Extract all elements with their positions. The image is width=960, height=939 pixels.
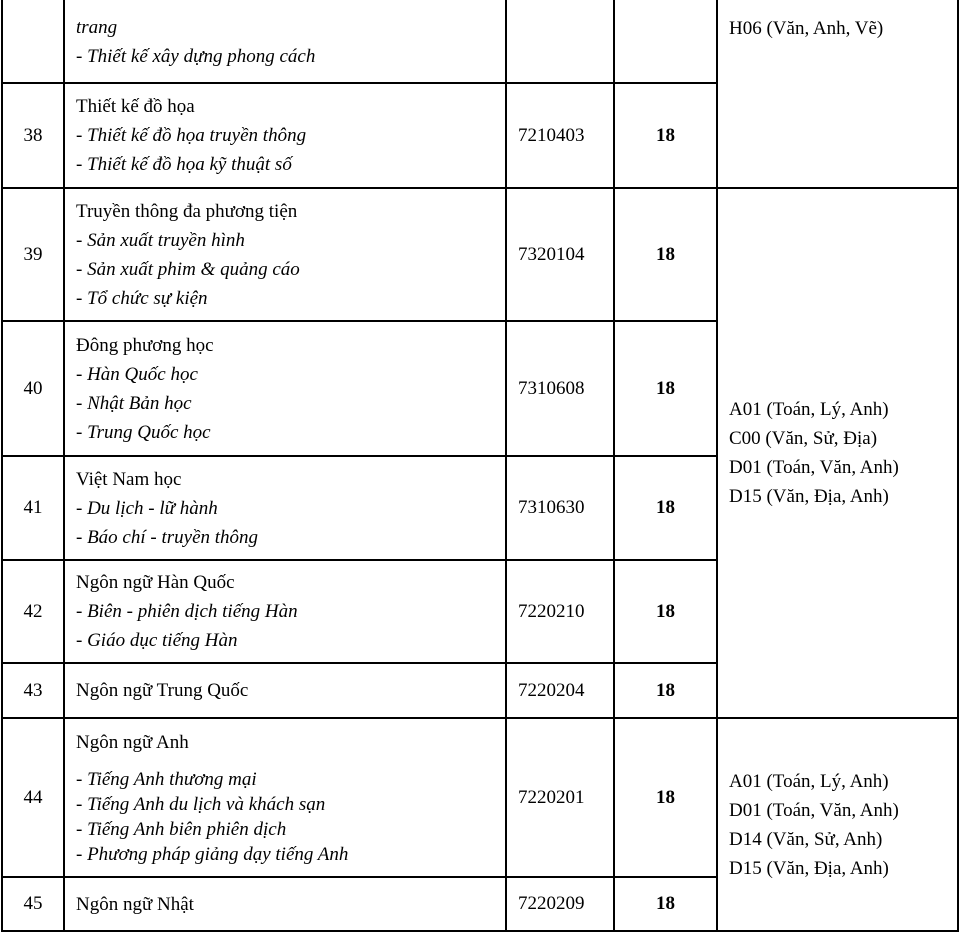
subject-combination-cell — [717, 188, 958, 718]
row-number: 43 — [23, 679, 43, 701]
program-name-cell — [64, 321, 506, 456]
program-name-cell — [64, 188, 506, 321]
program-specialization: - Hàn Quốc học — [76, 364, 198, 385]
program-name-cell — [64, 83, 506, 188]
grid-line-vertical — [957, 0, 959, 932]
minimum-score: 18 — [656, 786, 675, 808]
row-number: 40 — [23, 377, 43, 399]
program-specialization: - Thiết kế đồ họa truyền thông — [76, 125, 307, 146]
program-specialization: - Tiếng Anh biên phiên dịch — [76, 819, 287, 840]
program-code: 7320104 — [518, 243, 585, 265]
program-title: Ngôn ngữ Anh — [76, 732, 189, 753]
grid-line-vertical — [1, 0, 3, 932]
minimum-score: 18 — [656, 124, 675, 146]
grid-line-vertical — [505, 0, 507, 932]
minimum-score: 18 — [656, 377, 675, 399]
program-code: 7310608 — [518, 377, 585, 399]
row-number — [2, 0, 64, 83]
program-specialization: - Tiếng Anh du lịch và khách sạn — [76, 794, 326, 815]
grid-line-horizontal — [2, 930, 718, 932]
program-specialization: - Tổ chức sự kiện — [76, 288, 208, 309]
subject-combination: A01 (Toán, Lý, Anh) — [729, 399, 889, 420]
subject-combination: D01 (Toán, Văn, Anh) — [729, 457, 899, 478]
subject-combination: A01 (Toán, Lý, Anh) — [729, 771, 889, 792]
grid-line-horizontal — [717, 187, 959, 189]
program-code: 7220204 — [518, 679, 585, 701]
program-title: Đông phương học — [76, 335, 214, 356]
program-specialization: - Du lịch - lữ hành — [76, 498, 218, 519]
row-number: 38 — [23, 124, 43, 146]
grid-line-vertical — [613, 0, 615, 932]
minimum-score: 18 — [656, 893, 675, 914]
grid-line-horizontal — [2, 82, 718, 84]
program-specialization: - Sản xuất truyền hình — [76, 230, 245, 251]
grid-line-horizontal — [2, 320, 718, 322]
grid-line-horizontal — [2, 187, 718, 189]
subject-combination: D15 (Văn, Địa, Anh) — [729, 858, 889, 879]
grid-line-horizontal — [2, 559, 718, 561]
program-code: 7310630 — [518, 497, 585, 518]
subject-combination-cell — [717, 0, 958, 188]
program-specialization: - Nhật Bản học — [76, 393, 192, 414]
program-specialization: - Trung Quốc học — [76, 422, 211, 443]
subject-combination: C00 (Văn, Sử, Địa) — [729, 428, 878, 449]
program-title: Ngôn ngữ Hàn Quốc — [76, 572, 235, 593]
minimum-score: 18 — [656, 600, 675, 622]
subject-combination: H06 (Văn, Anh, Vẽ) — [729, 18, 884, 39]
grid-line-horizontal — [2, 662, 718, 664]
subject-combination: D01 (Toán, Văn, Anh) — [729, 800, 899, 821]
program-specialization: - Biên - phiên dịch tiếng Hàn — [76, 601, 298, 622]
program-specialization: - Thiết kế xây dựng phong cách — [76, 46, 316, 67]
program-name-cell — [64, 718, 506, 877]
grid-line-horizontal — [717, 930, 959, 932]
program-name-cell — [64, 560, 506, 663]
spacer — [76, 757, 506, 767]
subject-combination: D14 (Văn, Sử, Anh) — [729, 829, 883, 850]
row-number: 42 — [23, 600, 43, 622]
subject-combination-cell — [717, 718, 958, 931]
program-specialization: - Phương pháp giảng dạy tiếng Anh — [76, 844, 349, 865]
grid-line-horizontal — [2, 717, 718, 719]
minimum-score — [614, 0, 717, 83]
minimum-score: 18 — [656, 243, 675, 265]
program-name-cell — [64, 0, 506, 83]
program-specialization: trang — [76, 17, 118, 38]
minimum-score: 18 — [656, 497, 675, 518]
program-specialization: - Thiết kế đồ họa kỹ thuật số — [76, 154, 292, 175]
row-number: 41 — [23, 497, 43, 518]
grid-line-vertical — [716, 0, 718, 932]
program-title: Việt Nam học — [76, 469, 182, 490]
program-name-cell — [64, 663, 506, 718]
program-specialization: - Tiếng Anh thương mại — [76, 769, 257, 790]
program-specialization: - Báo chí - truyền thông — [76, 527, 259, 548]
row-number: 45 — [23, 893, 43, 914]
subject-combination: D15 (Văn, Địa, Anh) — [729, 486, 889, 507]
program-title: Truyền thông đa phương tiện — [76, 201, 298, 222]
program-code: 7220209 — [518, 893, 585, 914]
grid-line-vertical — [63, 0, 65, 932]
grid-line-horizontal — [2, 876, 718, 878]
grid-line-horizontal — [2, 455, 718, 457]
row-number: 39 — [23, 243, 43, 265]
program-name-cell — [64, 877, 506, 931]
minimum-score: 18 — [656, 679, 675, 701]
program-specialization: - Sản xuất phim & quảng cáo — [76, 259, 300, 280]
row-number: 44 — [23, 786, 43, 808]
grid-line-horizontal — [717, 717, 959, 719]
program-code: 7220210 — [518, 600, 585, 622]
program-title: Ngôn ngữ Trung Quốc — [76, 680, 249, 701]
program-code: 7220201 — [518, 786, 585, 808]
program-code: 7210403 — [518, 124, 585, 146]
program-title: Thiết kế đồ họa — [76, 96, 195, 117]
program-name-cell — [64, 456, 506, 560]
program-specialization: - Giáo dục tiếng Hàn — [76, 630, 238, 651]
program-title: Ngôn ngữ Nhật — [76, 894, 194, 915]
program-code — [506, 0, 614, 83]
